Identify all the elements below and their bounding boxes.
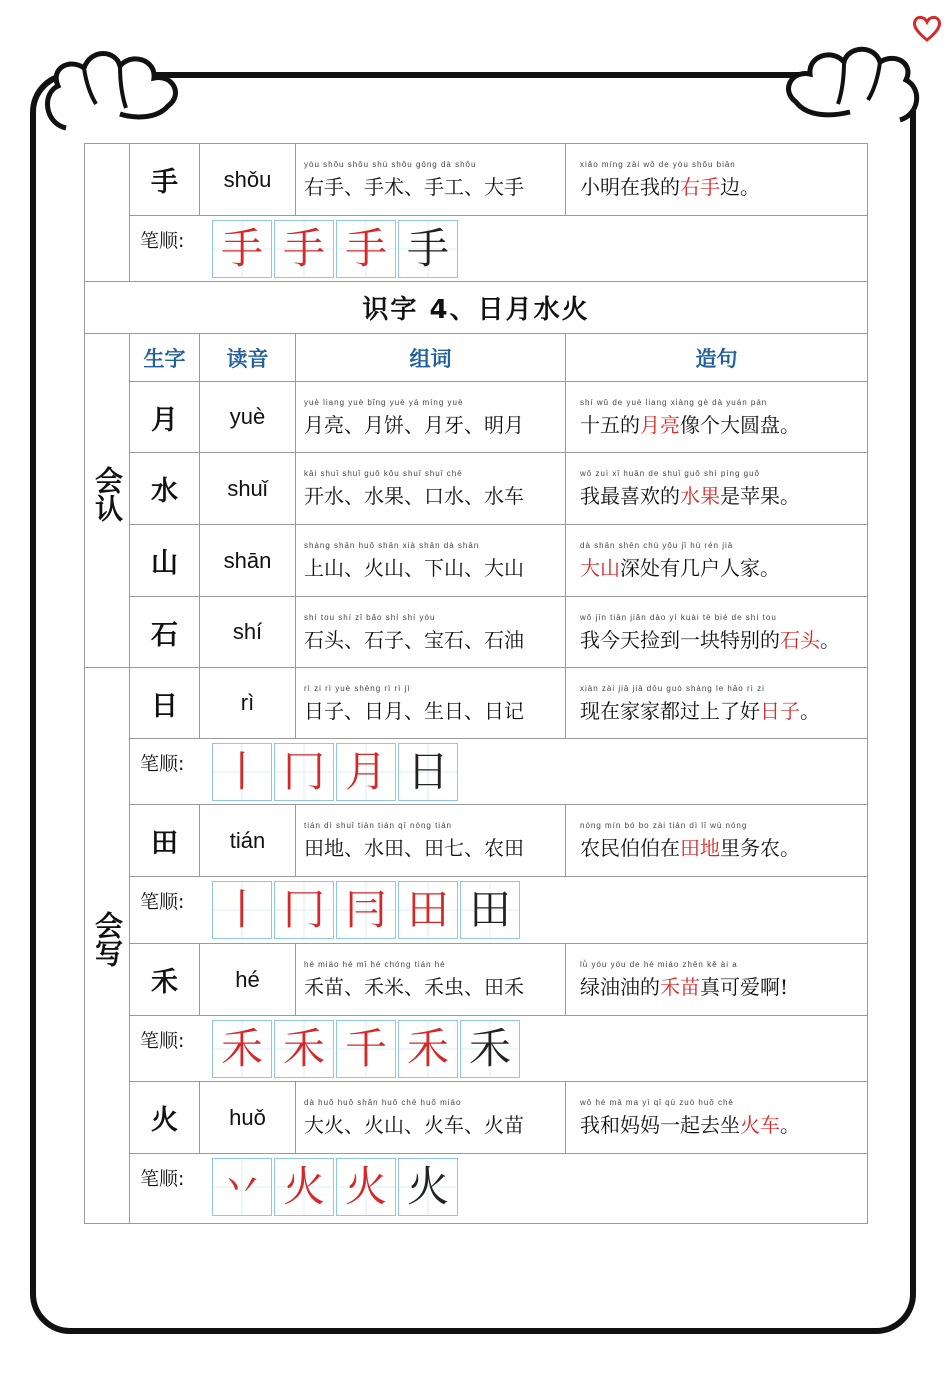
pinyin-cell: shān	[200, 525, 296, 597]
header-sentence: 造句	[566, 334, 868, 382]
stroke-order-cell	[130, 1016, 868, 1082]
sentence-cell: wǒ hé mā ma yì qǐ qù zuò huǒ chē 我和妈妈一起去坐火车。	[566, 1082, 868, 1154]
header-char: 生字	[130, 334, 200, 382]
sentence-pinyin: wǒ zuì xǐ huān de shuǐ guǒ shì píng guǒ	[580, 469, 760, 478]
header-pinyin: 读音	[200, 334, 296, 382]
sentence-pinyin: shí wǔ de yuè liang xiàng gè dà yuán pán	[580, 397, 768, 407]
words-pinyin: shí tou shí zǐ bǎo shí shí yóu	[304, 612, 436, 622]
words-cell	[296, 668, 566, 739]
words-pinyin: yòu shǒu shǒu shù shǒu gōng dà shǒu	[304, 160, 477, 169]
sentence-cell	[566, 144, 868, 216]
stroke-boxes	[212, 881, 522, 939]
stroke-order-cell	[130, 216, 868, 282]
sentence-pre: 小明在我的	[580, 175, 680, 199]
stroke-box: 手	[398, 220, 458, 278]
sentence-pinyin: xiǎo míng zài wǒ de yòu shǒu biān	[580, 160, 736, 169]
table-row	[85, 805, 868, 877]
heart-icon	[912, 14, 942, 42]
pinyin-cell: shuǐ	[200, 453, 296, 525]
stroke-box: 田	[398, 881, 458, 939]
stroke-box: 千	[336, 1020, 396, 1078]
words-text: 右手、手术、手工、大手	[304, 175, 524, 199]
words-cell	[296, 944, 566, 1016]
words-text: 禾苗、禾米、禾虫、田禾	[304, 975, 524, 999]
words-text: 大火、火山、火车、火苗	[304, 1113, 524, 1137]
words-cell	[296, 144, 566, 216]
sentence-cell: lǜ yóu yóu de hé miáo zhēn kě ài a 绿油油的禾苗真可爱啊!	[566, 944, 868, 1016]
pinyin-cell: hé	[200, 944, 296, 1016]
char-cell: 田	[130, 805, 200, 877]
sentence-highlight: 大山	[580, 556, 620, 580]
sentence-pinyin: xiàn zài jiā jiā dōu guò shàng le hǎo rì zi	[580, 683, 765, 693]
words-pinyin: yuè liang yuè bǐng yuè yá míng yuè	[304, 397, 464, 407]
pinyin-cell: huǒ	[200, 1082, 296, 1154]
stroke-box: 禾	[398, 1020, 458, 1078]
words-text: 月亮、月饼、月牙、明月	[304, 412, 524, 437]
char-cell: 火	[130, 1082, 200, 1154]
sentence-highlight: 右手	[680, 175, 720, 199]
stroke-order-cell	[130, 877, 868, 944]
stroke-box: 手	[274, 220, 334, 278]
stroke-box: 冂	[274, 743, 334, 801]
stroke-box: 火	[274, 1158, 334, 1216]
stroke-box: 日	[398, 743, 458, 801]
stroke-order-label: 笔顺:	[140, 1030, 185, 1052]
words-cell	[296, 453, 566, 525]
stroke-row	[85, 1154, 868, 1224]
words-text: 日子、日月、生日、日记	[304, 698, 524, 723]
section-title-row	[85, 282, 868, 334]
table-row	[85, 453, 868, 525]
words-pinyin: rì zi rì yuè shēng rì rì jì	[304, 683, 411, 693]
stroke-boxes	[212, 743, 460, 801]
category-write: 会写	[85, 668, 130, 1224]
stroke-boxes	[212, 220, 460, 278]
category-recognize: 会认	[85, 334, 130, 668]
char-cell: 水	[130, 453, 200, 525]
sentence-cell: wǒ jīn tiān jiǎn dào yí kuài tè bié de shí tou 我今天捡到一块特别的石头。	[566, 597, 868, 668]
stroke-box: 火	[398, 1158, 458, 1216]
stroke-box: 火	[336, 1158, 396, 1216]
words-text: 上山、火山、下山、大山	[304, 556, 524, 580]
sentence-cell: dà shān shēn chù yǒu jǐ hù rén jiā 大山深处有几户人家。	[566, 525, 868, 597]
table-row	[85, 668, 868, 739]
stroke-row	[85, 739, 868, 805]
sentence-highlight: 禾苗	[660, 975, 700, 999]
stroke-order-cell	[130, 739, 868, 805]
words-text: 田地、水田、田七、农田	[304, 836, 524, 860]
stroke-box: 丨	[212, 881, 272, 939]
sentence-cell: xiàn zài jiā jiā dōu guò shàng le hǎo rì zi 现在家家都过上了好日子。	[566, 668, 868, 739]
stroke-box: 手	[336, 220, 396, 278]
sentence-highlight: 火车	[740, 1113, 780, 1137]
sentence-cell: wǒ zuì xǐ huān de shuǐ guǒ shì píng guǒ 我最喜欢的水果是苹果。	[566, 453, 868, 525]
table-row	[85, 525, 868, 597]
char-cell: 日	[130, 668, 200, 739]
words-pinyin: hé miáo hé mǐ hé chóng tián hé	[304, 960, 446, 969]
sentence-post: 边。	[720, 175, 760, 199]
sentence-cell: nóng mín bó bo zài tián dì lǐ wù nóng 农民伯伯在田地里务农。	[566, 805, 868, 877]
stroke-box: 手	[212, 220, 272, 278]
stroke-row	[85, 216, 868, 282]
pinyin-cell: tián	[200, 805, 296, 877]
words-cell	[296, 1082, 566, 1154]
cartoon-hand-right-icon	[760, 36, 925, 126]
char-cell: 手	[130, 144, 200, 216]
category-cell-blank	[85, 144, 130, 282]
sentence-highlight: 日子	[760, 698, 800, 723]
header-words: 组词	[296, 334, 566, 382]
stroke-row	[85, 1016, 868, 1082]
words-cell	[296, 805, 566, 877]
section-title: 识字 4、日月水火	[85, 282, 868, 334]
words-cell	[296, 525, 566, 597]
sentence-highlight: 田地	[680, 836, 720, 860]
stroke-box: 月	[336, 743, 396, 801]
table-row	[85, 1082, 868, 1154]
vocabulary-table	[84, 143, 868, 1224]
char-cell: 禾	[130, 944, 200, 1016]
words-pinyin: dà huǒ huǒ shān huǒ chē huǒ miáo	[304, 1098, 462, 1107]
sentence-highlight: 月亮	[640, 412, 680, 437]
stroke-order-cell	[130, 1154, 868, 1224]
stroke-order-label: 笔顺:	[140, 1168, 185, 1190]
stroke-boxes	[212, 1020, 522, 1078]
words-cell	[296, 597, 566, 668]
sentence-highlight: 石头	[780, 627, 820, 652]
sentence-pinyin: dà shān shēn chù yǒu jǐ hù rén jiā	[580, 541, 734, 550]
pinyin-cell: shǒu	[200, 144, 296, 216]
stroke-box: 禾	[460, 1020, 520, 1078]
sentence-pinyin: wǒ hé mā ma yì qǐ qù zuò huǒ chē	[580, 1098, 734, 1107]
sentence-highlight: 水果	[680, 484, 720, 508]
sentence-cell: shí wǔ de yuè liang xiàng gè dà yuán pán 十五的月亮像个大圆盘。	[566, 382, 868, 453]
cartoon-hand-left-icon	[36, 38, 186, 133]
sentence-pinyin: lǜ yóu yóu de hé miáo zhēn kě ài a	[580, 960, 738, 969]
words-pinyin: kāi shuǐ shuǐ guǒ kǒu shuǐ shuǐ chē	[304, 469, 463, 478]
table-row	[85, 144, 868, 216]
words-text: 开水、水果、口水、水车	[304, 484, 524, 508]
stroke-order-label: 笔顺:	[140, 753, 185, 775]
table-row	[85, 944, 868, 1016]
pinyin-cell: rì	[200, 668, 296, 739]
header-row	[85, 334, 868, 382]
stroke-box: 丷	[212, 1158, 272, 1216]
sentence-pinyin: nóng mín bó bo zài tián dì lǐ wù nóng	[580, 821, 748, 830]
char-cell: 石	[130, 597, 200, 668]
char-cell: 山	[130, 525, 200, 597]
words-text: 石头、石子、宝石、石油	[304, 627, 524, 652]
stroke-box: 禾	[212, 1020, 272, 1078]
stroke-order-label: 笔顺:	[140, 891, 185, 913]
table-row	[85, 382, 868, 453]
stroke-box: 丨	[212, 743, 272, 801]
pinyin-cell: shí	[200, 597, 296, 668]
char-cell: 月	[130, 382, 200, 453]
stroke-box: 禾	[274, 1020, 334, 1078]
stroke-box: 田	[460, 881, 520, 939]
pinyin-cell: yuè	[200, 382, 296, 453]
stroke-order-label: 笔顺:	[140, 230, 185, 252]
stroke-box: 冃	[336, 881, 396, 939]
words-cell	[296, 382, 566, 453]
table-row	[85, 597, 868, 668]
stroke-row	[85, 877, 868, 944]
words-pinyin: shàng shān huǒ shān xià shān dà shān	[304, 541, 480, 550]
words-pinyin: tián dì shuǐ tián tián qī nóng tián	[304, 821, 452, 830]
stroke-boxes	[212, 1158, 460, 1216]
stroke-box: 冂	[274, 881, 334, 939]
sentence-pinyin: wǒ jīn tiān jiǎn dào yí kuài tè bié de shí tou	[580, 612, 777, 622]
